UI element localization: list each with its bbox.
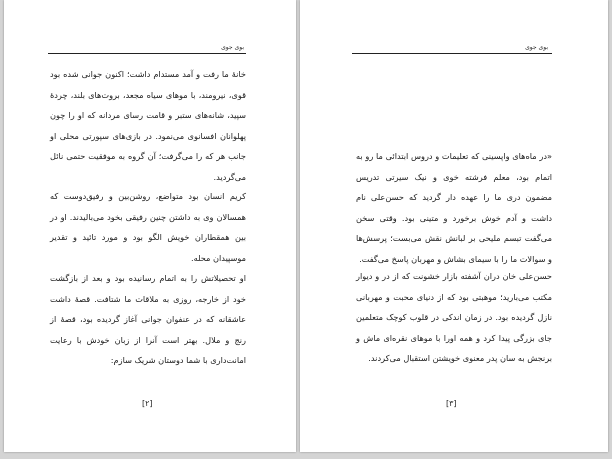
page-number: [۳] xyxy=(446,399,457,408)
paragraph: حسن‌علی خان دران آشفته بازار خشونت که از در و دیوار مکتب می‌بارید؛ موهبتی بود که از دنیای محبت و مهربانی نازل گردیده بود. در زمان اندکی در قلوب کوچک متعلمین جای بزرگی پیدا کرد و همه اورا با موهای نقره‌ای ماش و برنجش به سان پدر معنوی خویشتن استقبال می‌کردند. xyxy=(356,271,552,363)
page-left xyxy=(4,0,296,452)
paragraph: «در ماه‌های واپسینی که تعلیمات و دروس ابتدائی ما رو به اتمام بود، معلم فرشته خوی و نیک سیرتی تدریس مضمون دری ما را عهده دار گردید که حسن‌علی نام داشت و آدم خوش برخورد و متینی بود. وقتی سخن می‌گفت تبسم ملیحی بر لبانش نقش می‌بست؛ پرسش‌ها و سوالات ما را با سیمای بشاش و مهربان پاسخ می‌گفت. xyxy=(356,151,552,264)
page-number: [۲] xyxy=(142,399,153,408)
running-head: بوی جوی xyxy=(525,44,548,51)
header-rule xyxy=(352,53,552,54)
page-right xyxy=(300,0,608,452)
header-rule xyxy=(48,53,246,54)
paragraph: کریم انسان بود متواضع، روشن‌بین و رفیق‌دوست که همسالان وی به داشتن چنین رفیقی بخود می‌بالیدند. او در بین همقطاران خویش الگو بود و مورد تائید و تقدیر موسپیدان محله. xyxy=(50,191,246,263)
running-head: بوی جوی xyxy=(221,44,244,51)
paragraph: خانهٔ ما رفت و آمد مستدام داشت؛ اکنون جوانی شده بود قوی، نیرومند، با موهای سیاه مجعد، بروت‌های بلند، چردهٔ سپید، شانه‌های ستبر و قامت رسای مردانه که او را چون پهلوانان افسانوی می‌نمود. در بازی‌های سپورتی محلی او جانب هر که را می‌گرفت؛ آن گروه به موفقیت حتمی نائل می‌گردید. xyxy=(50,69,246,182)
paragraph: او تحصیلاتش را به اتمام رسانیده بود و بعد از بازگشت خود از خارجه، روزی به ملاقات ما شتافت. قصهٔ داشت عاشقانه که در عنفوان جوانی آغاز گردیده بود، قصهٔ از رنج و ملال. بهتر است آنرا از زبان خودش با رعایت امانت‌داری با شما دوستان شریک سازم: xyxy=(50,273,246,365)
